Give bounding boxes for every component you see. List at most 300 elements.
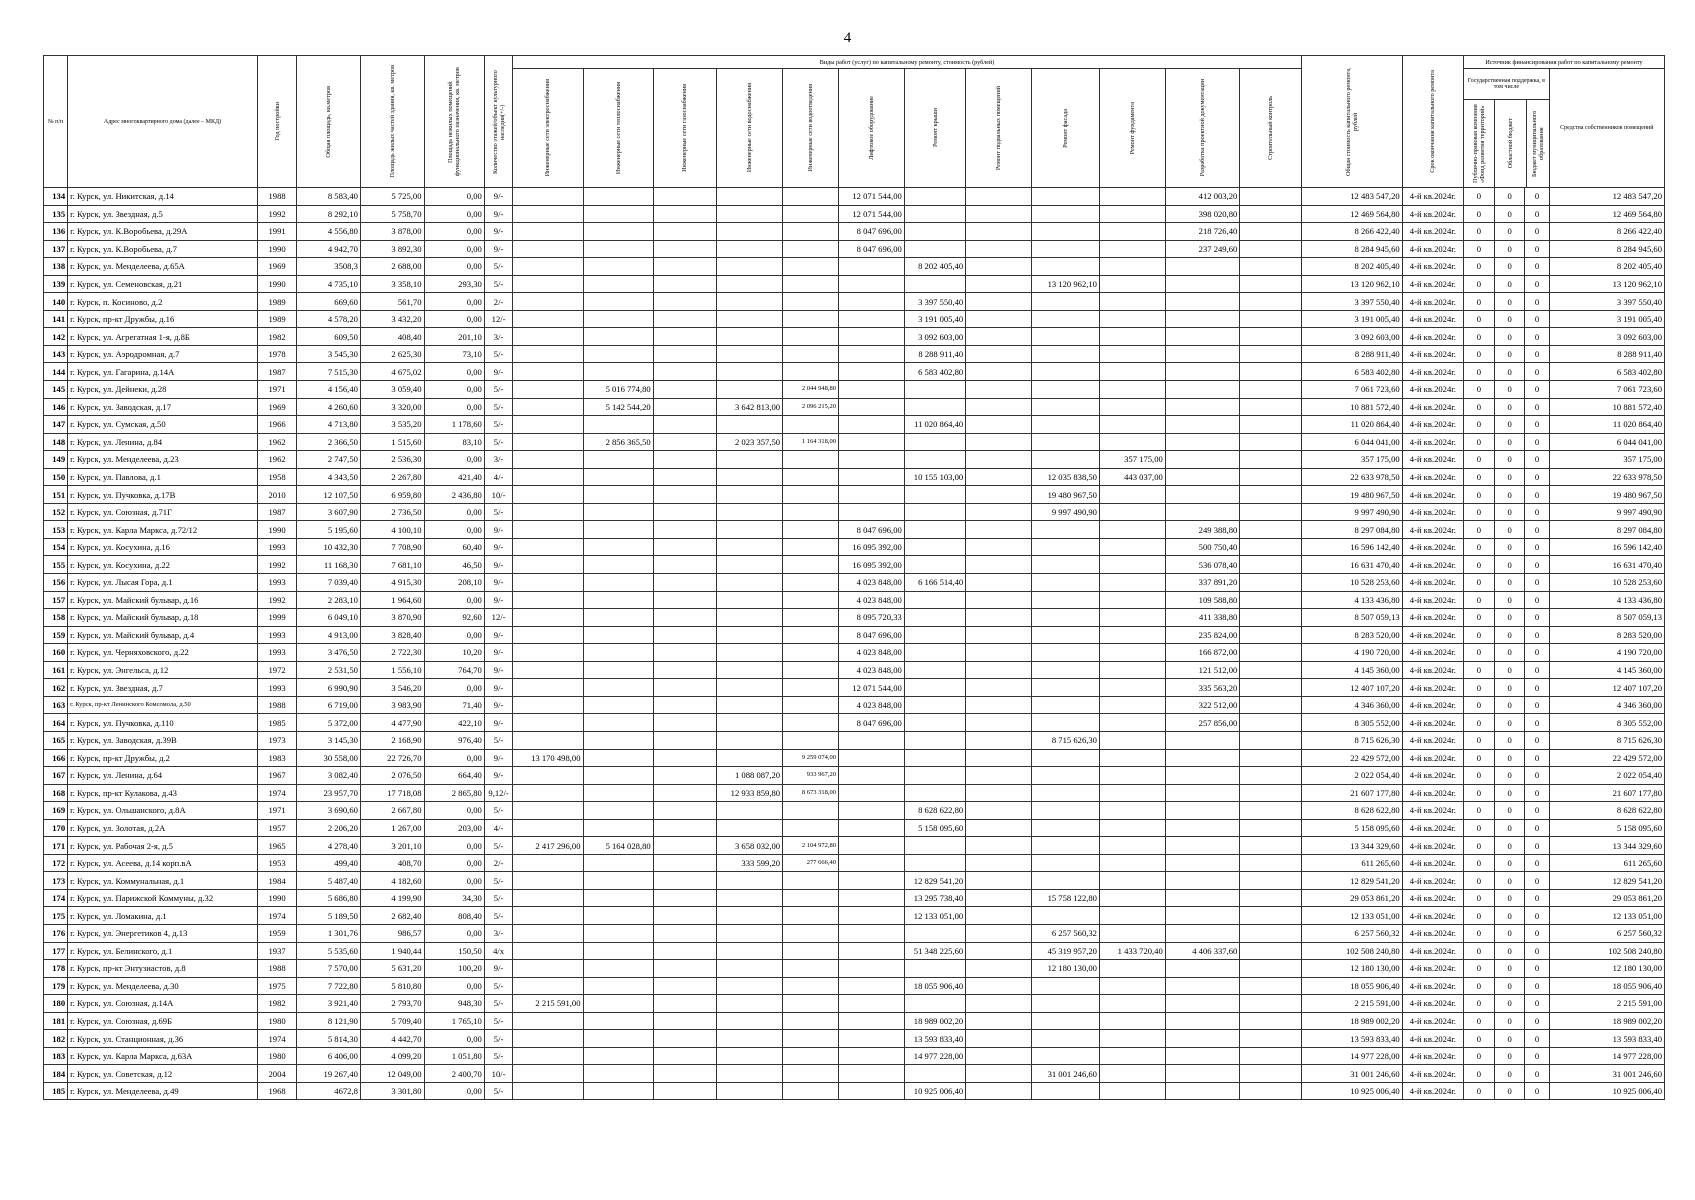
row-nonliving-area: 0,00: [424, 977, 484, 995]
row-work-sewage: [783, 977, 839, 995]
row-work-electric: [513, 696, 583, 714]
row-work-gas: [653, 1065, 717, 1083]
row-regional: 0: [1494, 767, 1525, 785]
row-nonliving-area: 0,00: [424, 802, 484, 820]
row-total-cost: 11 020 864,40: [1301, 416, 1402, 434]
row-nonliving-area: 0,00: [424, 503, 484, 521]
row-work-water: [717, 574, 783, 592]
row-work-design-docs: [1165, 1082, 1240, 1100]
row-total-cost: 3 397 550,40: [1301, 293, 1402, 311]
row-work-construction-control: [1240, 644, 1301, 662]
row-work-facade: [1032, 188, 1100, 206]
row-year: 1992: [257, 591, 296, 609]
row-work-foundation: [1099, 837, 1165, 855]
row-living-area: 2 667,80: [360, 802, 424, 820]
row-work-foundation: [1099, 1012, 1165, 1030]
row-work-elevator: [839, 468, 905, 486]
row-work-design-docs: [1165, 960, 1240, 978]
row-number: 176: [44, 924, 68, 942]
row-work-sewage: [783, 802, 839, 820]
row-fund: 0: [1464, 854, 1495, 872]
row-total-area: 4 913,00: [297, 626, 361, 644]
row-work-gas: [653, 819, 717, 837]
table-row: [44, 784, 1665, 802]
row-total-area: 4 556,80: [297, 223, 361, 241]
row-work-electric: [513, 433, 583, 451]
row-work-elevator: 4 023 848,00: [839, 644, 905, 662]
row-fund: 0: [1464, 258, 1495, 276]
row-fund: 0: [1464, 960, 1495, 978]
row-regional: 0: [1494, 802, 1525, 820]
row-work-roof: [904, 521, 965, 539]
row-address: г. Курск, ул. Ленина, д.84: [68, 433, 258, 451]
row-work-basement: [966, 310, 1032, 328]
row-work-gas: [653, 310, 717, 328]
row-total-cost: 8 715 626,30: [1301, 731, 1402, 749]
row-work-construction-control: [1240, 223, 1301, 241]
row-work-facade: [1032, 451, 1100, 469]
row-work-heating: [583, 363, 653, 381]
row-work-facade: 12 180 130,00: [1032, 960, 1100, 978]
row-work-construction-control: [1240, 538, 1301, 556]
row-total-cost: 18 055 906,40: [1301, 977, 1402, 995]
table-row: [44, 538, 1665, 556]
row-work-heating: [583, 942, 653, 960]
row-year: 1975: [257, 977, 296, 995]
row-work-electric: [513, 574, 583, 592]
row-address: г. Курск, ул. Рабочая 2-я, д.5: [68, 837, 258, 855]
row-work-heating: [583, 521, 653, 539]
row-work-elevator: 4 023 848,00: [839, 591, 905, 609]
row-owners: 102 508 240,80: [1549, 942, 1664, 960]
row-work-sewage: [783, 521, 839, 539]
row-work-sewage: [783, 995, 839, 1013]
row-municipal: 0: [1525, 275, 1549, 293]
row-work-elevator: [839, 995, 905, 1013]
row-work-elevator: [839, 275, 905, 293]
row-address: г. Курск, ул. Аэродромная, д.7: [68, 345, 258, 363]
row-work-roof: [904, 275, 965, 293]
row-deadline: 4-й кв.2024г.: [1402, 451, 1463, 469]
row-total-cost: 14 977 228,00: [1301, 1047, 1402, 1065]
row-work-construction-control: [1240, 381, 1301, 399]
row-living-area: 2 793,70: [360, 995, 424, 1013]
row-work-design-docs: [1165, 889, 1240, 907]
header-work-water: Инженерные сети водоснабжения: [717, 69, 783, 188]
table-row: [44, 1012, 1665, 1030]
row-number: 137: [44, 240, 68, 258]
row-fund: 0: [1464, 486, 1495, 504]
row-work-basement: [966, 451, 1032, 469]
row-living-area: 2 688,00: [360, 258, 424, 276]
row-municipal: 0: [1525, 293, 1549, 311]
row-year: 1989: [257, 310, 296, 328]
row-work-construction-control: [1240, 556, 1301, 574]
row-work-electric: [513, 223, 583, 241]
row-municipal: 0: [1525, 661, 1549, 679]
row-nonliving-area: 2 400,70: [424, 1065, 484, 1083]
row-work-foundation: 1 433 720,40: [1099, 942, 1165, 960]
row-fund: 0: [1464, 872, 1495, 890]
row-work-construction-control: [1240, 661, 1301, 679]
row-work-electric: [513, 275, 583, 293]
row-regional: 0: [1494, 609, 1525, 627]
row-work-basement: [966, 679, 1032, 697]
row-work-heating: [583, 679, 653, 697]
row-floors: 5/-: [484, 731, 513, 749]
row-total-cost: 12 407 107,20: [1301, 679, 1402, 697]
row-work-foundation: [1099, 977, 1165, 995]
table-row: [44, 924, 1665, 942]
row-regional: 0: [1494, 714, 1525, 732]
row-work-water: [717, 328, 783, 346]
row-nonliving-area: 0,00: [424, 924, 484, 942]
row-work-gas: [653, 960, 717, 978]
row-work-electric: 2 417 296,00: [513, 837, 583, 855]
row-work-design-docs: [1165, 872, 1240, 890]
row-work-heating: [583, 644, 653, 662]
table-body: [44, 188, 1665, 1100]
row-deadline: 4-й кв.2024г.: [1402, 609, 1463, 627]
row-work-sewage: [783, 345, 839, 363]
row-work-gas: [653, 784, 717, 802]
row-work-water: [717, 556, 783, 574]
row-work-foundation: [1099, 1065, 1165, 1083]
row-work-sewage: [783, 872, 839, 890]
row-work-gas: [653, 591, 717, 609]
row-floors: 12/-: [484, 609, 513, 627]
row-municipal: 0: [1525, 1082, 1549, 1100]
row-year: 1990: [257, 521, 296, 539]
row-work-water: [717, 924, 783, 942]
row-floors: 5/-: [484, 381, 513, 399]
row-work-water: [717, 223, 783, 241]
header-work-foundation: Ремонт фундамента: [1099, 69, 1165, 188]
row-living-area: 3 358,10: [360, 275, 424, 293]
row-work-water: [717, 503, 783, 521]
row-work-foundation: [1099, 345, 1165, 363]
row-number: 185: [44, 1082, 68, 1100]
row-total-area: 5 189,50: [297, 907, 361, 925]
row-municipal: 0: [1525, 731, 1549, 749]
row-work-foundation: [1099, 381, 1165, 399]
row-work-roof: 3 397 550,40: [904, 293, 965, 311]
row-work-water: [717, 977, 783, 995]
row-regional: 0: [1494, 381, 1525, 399]
row-work-roof: 18 055 906,40: [904, 977, 965, 995]
row-year: 1999: [257, 609, 296, 627]
row-municipal: 0: [1525, 258, 1549, 276]
row-work-basement: [966, 609, 1032, 627]
row-work-facade: [1032, 310, 1100, 328]
row-work-elevator: [839, 1030, 905, 1048]
row-work-construction-control: [1240, 731, 1301, 749]
row-total-area: 8 292,10: [297, 205, 361, 223]
row-municipal: 0: [1525, 223, 1549, 241]
row-nonliving-area: 1 178,60: [424, 416, 484, 434]
row-total-area: 6 990,90: [297, 679, 361, 697]
row-municipal: 0: [1525, 310, 1549, 328]
row-work-construction-control: [1240, 1047, 1301, 1065]
row-regional: 0: [1494, 819, 1525, 837]
row-work-basement: [966, 521, 1032, 539]
row-work-design-docs: 335 563,20: [1165, 679, 1240, 697]
row-work-roof: 8 628 622,80: [904, 802, 965, 820]
row-work-basement: [966, 767, 1032, 785]
row-work-heating: [583, 1047, 653, 1065]
row-fund: 0: [1464, 398, 1495, 416]
row-living-area: 4 477,90: [360, 714, 424, 732]
row-work-electric: [513, 486, 583, 504]
row-nonliving-area: 808,40: [424, 907, 484, 925]
row-work-facade: 31 001 246,60: [1032, 1065, 1100, 1083]
row-work-foundation: [1099, 486, 1165, 504]
row-work-design-docs: [1165, 1012, 1240, 1030]
row-work-water: [717, 696, 783, 714]
row-fund: 0: [1464, 731, 1495, 749]
row-work-electric: [513, 556, 583, 574]
row-nonliving-area: 0,00: [424, 398, 484, 416]
row-work-basement: [966, 749, 1032, 767]
row-year: 1969: [257, 258, 296, 276]
row-work-elevator: [839, 977, 905, 995]
header-work-facade: Ремонт фасада: [1032, 69, 1100, 188]
row-number: 165: [44, 731, 68, 749]
table-row: [44, 503, 1665, 521]
row-work-heating: [583, 696, 653, 714]
row-total-area: 7 570,00: [297, 960, 361, 978]
table-row: [44, 223, 1665, 241]
row-regional: 0: [1494, 433, 1525, 451]
table-row: [44, 749, 1665, 767]
row-work-design-docs: 257 856,00: [1165, 714, 1240, 732]
table-row: [44, 1065, 1665, 1083]
row-year: 1993: [257, 538, 296, 556]
row-work-foundation: [1099, 1047, 1165, 1065]
row-owners: 10 925 006,40: [1549, 1082, 1664, 1100]
row-work-facade: [1032, 626, 1100, 644]
row-total-area: 4 156,40: [297, 381, 361, 399]
header-work-roof: Ремонт крыши: [904, 69, 965, 188]
row-total-area: 2 283,10: [297, 591, 361, 609]
row-municipal: 0: [1525, 995, 1549, 1013]
row-work-construction-control: [1240, 363, 1301, 381]
row-living-area: 3 546,20: [360, 679, 424, 697]
row-regional: 0: [1494, 661, 1525, 679]
row-work-basement: [966, 802, 1032, 820]
row-work-gas: [653, 486, 717, 504]
row-owners: 4 133 436,80: [1549, 591, 1664, 609]
row-year: 1958: [257, 468, 296, 486]
row-work-roof: [904, 661, 965, 679]
row-address: г. Курск, ул. Карла Маркса, д.63А: [68, 1047, 258, 1065]
row-living-area: 3 535,20: [360, 416, 424, 434]
row-work-elevator: [839, 731, 905, 749]
row-address: г. Курск, ул. Парижской Коммуны, д.32: [68, 889, 258, 907]
row-work-basement: [966, 819, 1032, 837]
row-municipal: 0: [1525, 1047, 1549, 1065]
row-total-area: 23 957,70: [297, 784, 361, 802]
row-number: 143: [44, 345, 68, 363]
row-owners: 13 593 833,40: [1549, 1030, 1664, 1048]
row-work-basement: [966, 696, 1032, 714]
row-deadline: 4-й кв.2024г.: [1402, 749, 1463, 767]
row-work-gas: [653, 661, 717, 679]
row-work-water: 333 599,20: [717, 854, 783, 872]
row-year: 1978: [257, 345, 296, 363]
table-row: [44, 995, 1665, 1013]
row-work-foundation: [1099, 310, 1165, 328]
row-work-heating: [583, 275, 653, 293]
row-living-area: 3 432,20: [360, 310, 424, 328]
table-row: [44, 837, 1665, 855]
row-total-cost: 8 288 911,40: [1301, 345, 1402, 363]
row-living-area: 5 758,70: [360, 205, 424, 223]
table-row: [44, 433, 1665, 451]
row-number: 182: [44, 1030, 68, 1048]
row-total-cost: 6 257 560,32: [1301, 924, 1402, 942]
row-year: 1982: [257, 995, 296, 1013]
row-work-sewage: [783, 1012, 839, 1030]
row-work-heating: [583, 556, 653, 574]
row-work-facade: [1032, 819, 1100, 837]
row-municipal: 0: [1525, 942, 1549, 960]
row-work-heating: [583, 767, 653, 785]
row-work-water: [717, 345, 783, 363]
row-regional: 0: [1494, 328, 1525, 346]
row-work-foundation: [1099, 556, 1165, 574]
row-owners: 11 020 864,40: [1549, 416, 1664, 434]
row-work-foundation: [1099, 398, 1165, 416]
row-deadline: 4-й кв.2024г.: [1402, 486, 1463, 504]
row-municipal: 0: [1525, 679, 1549, 697]
row-work-design-docs: [1165, 468, 1240, 486]
table-row: [44, 451, 1665, 469]
row-work-basement: [966, 328, 1032, 346]
row-work-construction-control: [1240, 784, 1301, 802]
row-nonliving-area: 0,00: [424, 626, 484, 644]
table-row: [44, 661, 1665, 679]
row-work-design-docs: 235 824,00: [1165, 626, 1240, 644]
row-total-cost: 611 265,60: [1301, 854, 1402, 872]
row-work-gas: [653, 1030, 717, 1048]
row-work-foundation: [1099, 1082, 1165, 1100]
row-work-gas: [653, 609, 717, 627]
row-municipal: 0: [1525, 486, 1549, 504]
row-work-roof: [904, 924, 965, 942]
row-work-basement: [966, 942, 1032, 960]
row-work-foundation: [1099, 205, 1165, 223]
row-floors: 10/-: [484, 486, 513, 504]
row-deadline: 4-й кв.2024г.: [1402, 924, 1463, 942]
row-address: г. Курск, пр-кт Дружбы, д.2: [68, 749, 258, 767]
row-work-gas: [653, 889, 717, 907]
row-total-cost: 21 607 177,80: [1301, 784, 1402, 802]
row-address: г. Курск, ул. Пучковка, д.110: [68, 714, 258, 732]
row-work-elevator: [839, 503, 905, 521]
row-work-gas: [653, 363, 717, 381]
row-work-elevator: 4 023 848,00: [839, 574, 905, 592]
row-number: 138: [44, 258, 68, 276]
row-work-foundation: [1099, 784, 1165, 802]
row-living-area: 1 515,60: [360, 433, 424, 451]
row-living-area: 7 681,10: [360, 556, 424, 574]
header-work-heating: Инженерные сети теплоснабжения: [583, 69, 653, 188]
row-work-electric: [513, 1065, 583, 1083]
row-work-design-docs: [1165, 433, 1240, 451]
row-total-cost: 8 266 422,40: [1301, 223, 1402, 241]
row-work-water: [717, 205, 783, 223]
row-work-heating: [583, 626, 653, 644]
row-living-area: 6 959,80: [360, 486, 424, 504]
row-number: 180: [44, 995, 68, 1013]
row-nonliving-area: 421,40: [424, 468, 484, 486]
row-floors: 5/-: [484, 398, 513, 416]
row-work-electric: [513, 258, 583, 276]
row-work-design-docs: [1165, 1030, 1240, 1048]
row-work-electric: [513, 924, 583, 942]
row-year: 1965: [257, 837, 296, 855]
row-work-electric: 2 215 591,00: [513, 995, 583, 1013]
row-work-roof: [904, 381, 965, 399]
row-work-foundation: [1099, 258, 1165, 276]
row-year: 1993: [257, 644, 296, 662]
row-municipal: 0: [1525, 696, 1549, 714]
row-fund: 0: [1464, 714, 1495, 732]
row-municipal: 0: [1525, 503, 1549, 521]
row-address: г. Курск, ул. Союзная, д.14А: [68, 995, 258, 1013]
row-regional: 0: [1494, 626, 1525, 644]
row-fund: 0: [1464, 609, 1495, 627]
table-row: [44, 696, 1665, 714]
row-work-elevator: [839, 784, 905, 802]
row-number: 151: [44, 486, 68, 504]
row-address: г. Курск, ул. Менделеева, д.30: [68, 977, 258, 995]
row-work-design-docs: [1165, 503, 1240, 521]
row-work-electric: [513, 767, 583, 785]
row-work-water: [717, 731, 783, 749]
row-total-cost: 12 469 564,80: [1301, 205, 1402, 223]
row-fund: 0: [1464, 924, 1495, 942]
row-work-roof: [904, 451, 965, 469]
row-fund: 0: [1464, 644, 1495, 662]
row-work-gas: [653, 854, 717, 872]
row-number: 161: [44, 661, 68, 679]
row-owners: 6 257 560,32: [1549, 924, 1664, 942]
row-nonliving-area: 46,50: [424, 556, 484, 574]
row-work-roof: [904, 223, 965, 241]
row-work-basement: [966, 363, 1032, 381]
row-work-facade: 9 997 490,90: [1032, 503, 1100, 521]
row-work-elevator: 8 095 720,33: [839, 609, 905, 627]
row-regional: 0: [1494, 1012, 1525, 1030]
table-row: [44, 960, 1665, 978]
row-work-design-docs: [1165, 293, 1240, 311]
row-work-sewage: [783, 240, 839, 258]
row-deadline: 4-й кв.2024г.: [1402, 538, 1463, 556]
row-work-electric: [513, 626, 583, 644]
row-work-heating: [583, 1030, 653, 1048]
row-total-cost: 19 480 967,50: [1301, 486, 1402, 504]
row-work-construction-control: [1240, 293, 1301, 311]
row-work-gas: [653, 451, 717, 469]
row-municipal: 0: [1525, 556, 1549, 574]
row-deadline: 4-й кв.2024г.: [1402, 381, 1463, 399]
row-address: г. Курск, ул. Звездная, д.7: [68, 679, 258, 697]
row-municipal: 0: [1525, 767, 1549, 785]
row-total-cost: 102 508 240,80: [1301, 942, 1402, 960]
row-work-design-docs: [1165, 398, 1240, 416]
